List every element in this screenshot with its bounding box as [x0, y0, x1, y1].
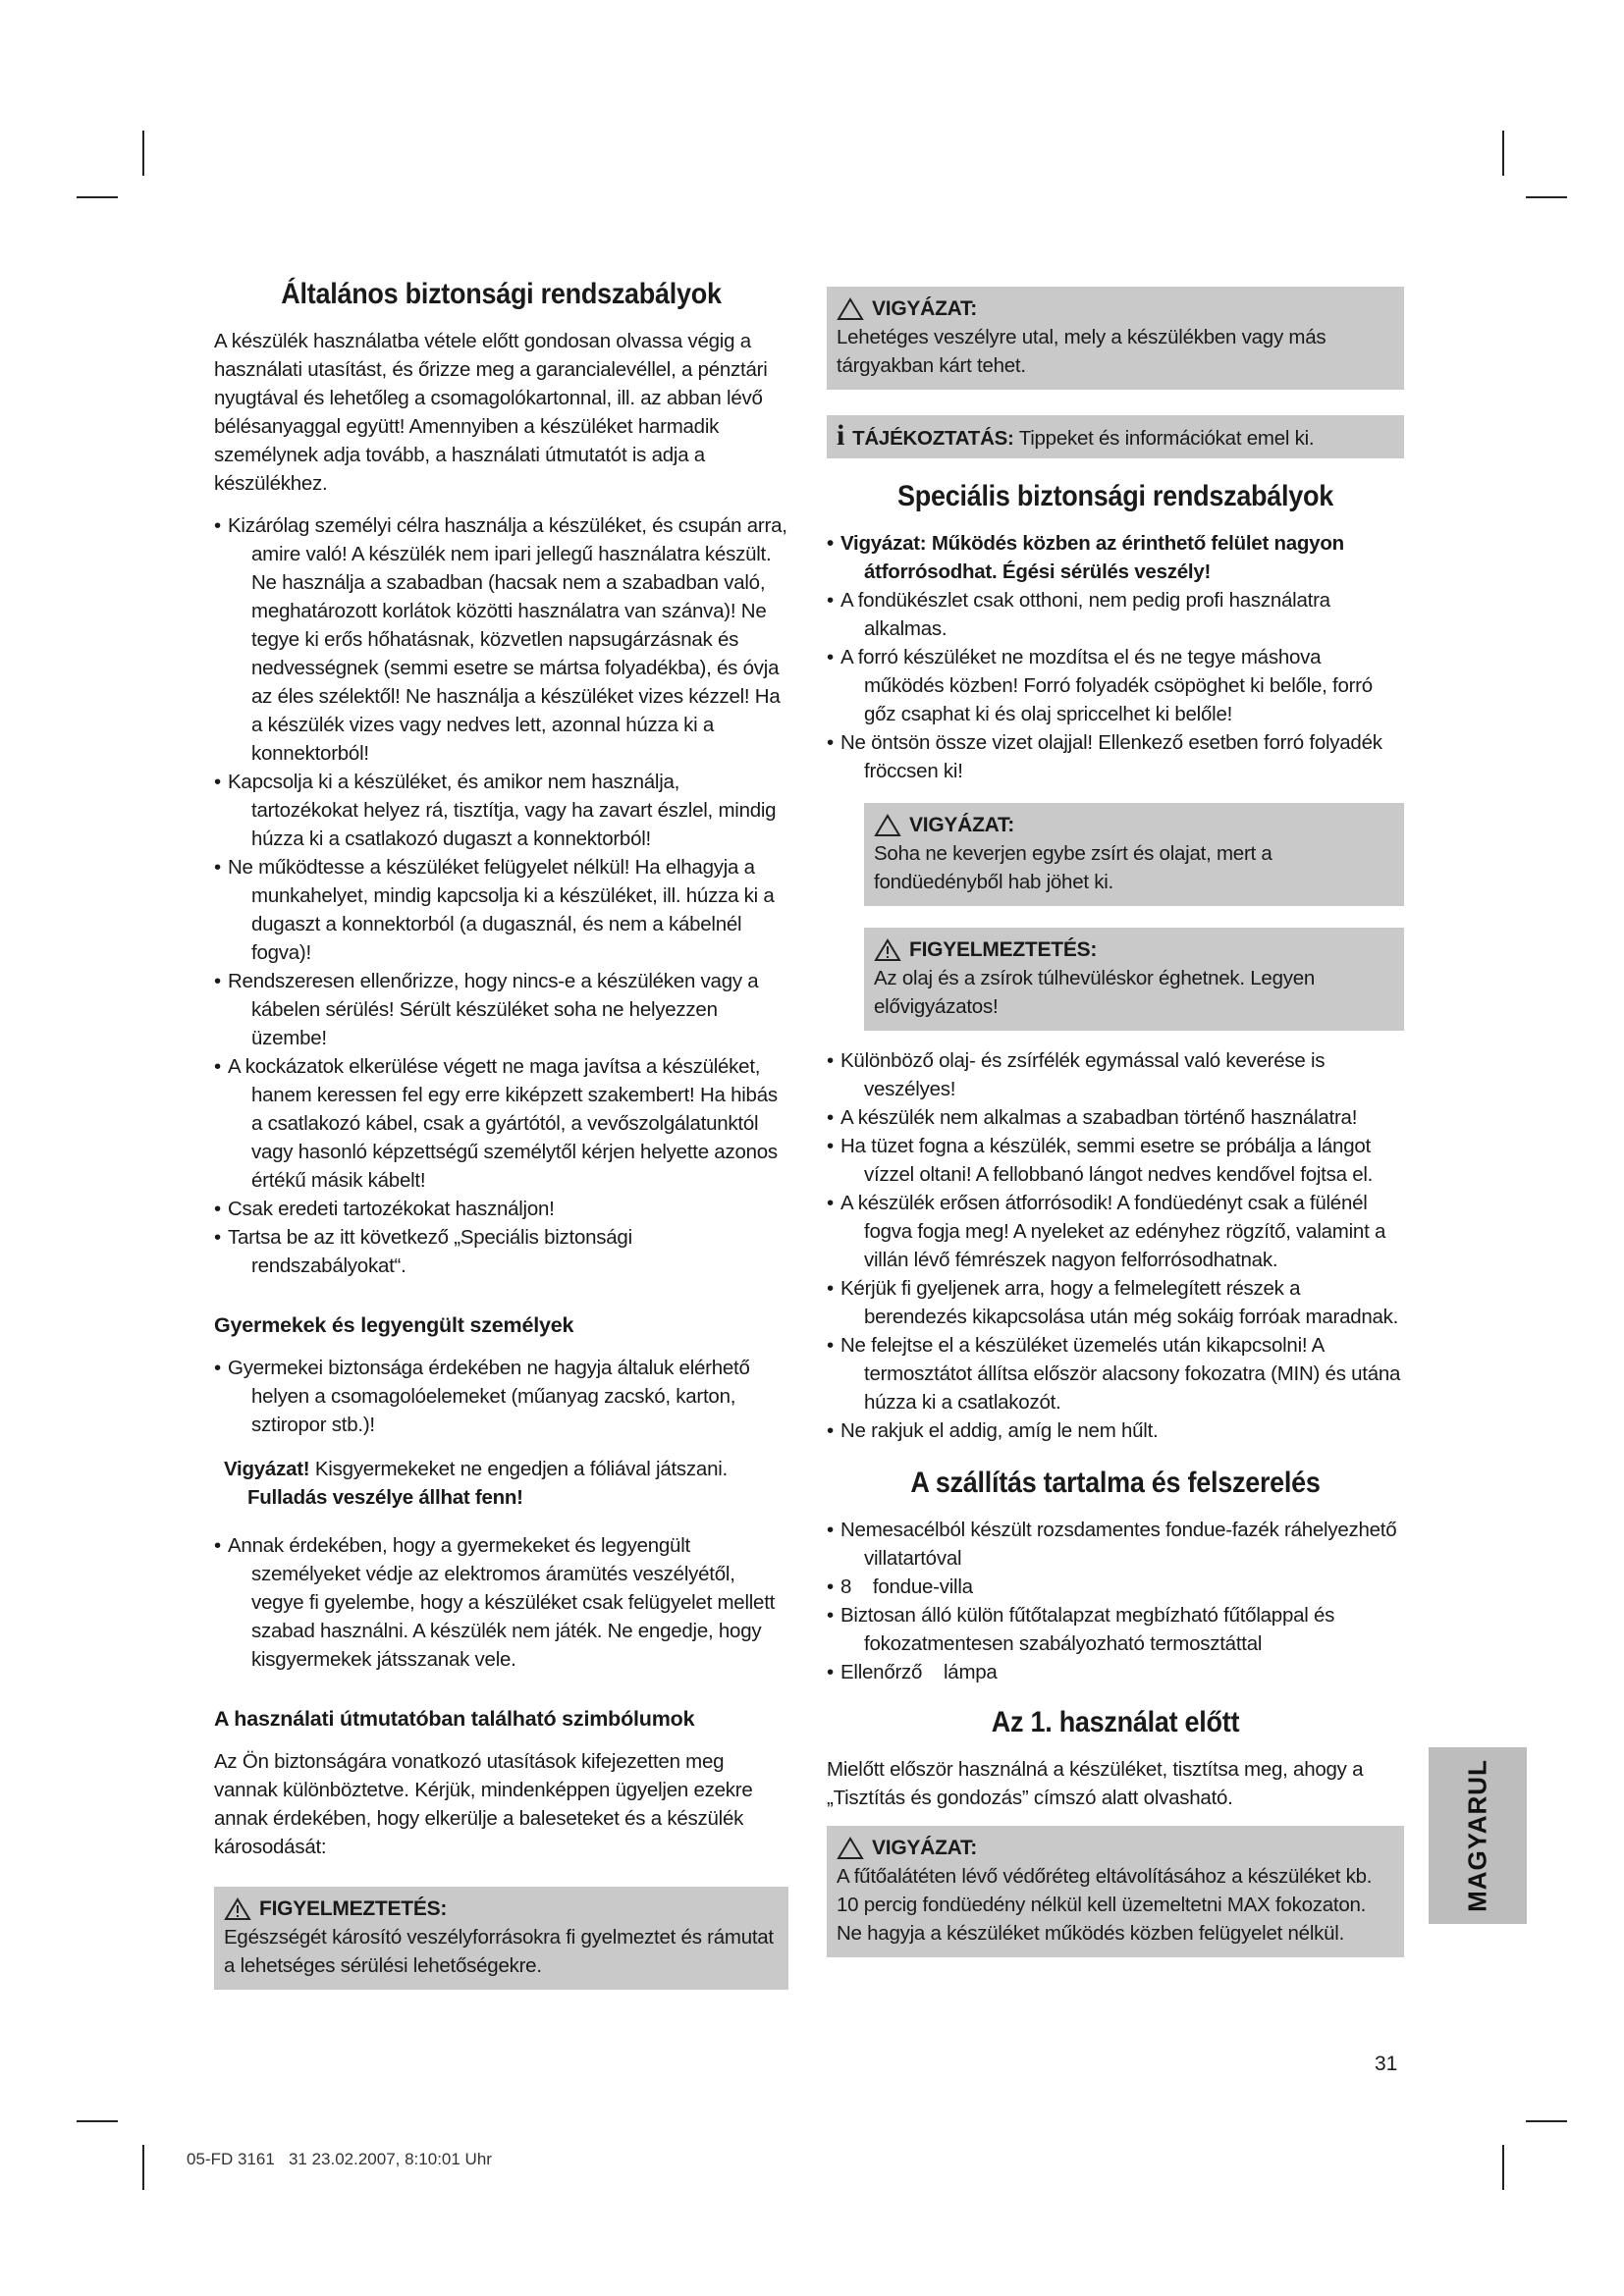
- list-item: • Annak érdekében, hogy a gyermekeket és legyengült személyeket védje az elektromos áramütés veszélyétől, vegye fi gyelembe, hogy a készüléket csak felügyelet mellett szabad használni. A készülék nem játék. Ne engedje, hogy kisgyermekek játsszanak vele.: [214, 1531, 788, 1674]
- list-item: • Kapcsolja ki a készüléket, és amikor nem használja, tartozékokat helyez rá, tisztítja, vagy ha zavart észlel, mindig húzza ki a csatlakozó dugaszt a konnektorból!: [214, 768, 788, 853]
- left-column: [214, 278, 788, 1990]
- list-item: • Csak eredeti tartozékokat használjon!: [214, 1195, 788, 1223]
- special-bullet-list: [827, 529, 1404, 785]
- language-tab: [1429, 1747, 1527, 1924]
- delivery-title: A szállítás tartalma és felszerelés: [910, 1467, 1321, 1499]
- caution-box-3-title: VIGYÁZAT:: [837, 1834, 1394, 1862]
- warning-triangle-icon: [874, 938, 901, 962]
- language-tab-label: MAGYARUL: [1462, 1759, 1492, 1912]
- list-item: • Különböző olaj- és zsírfélék egymással való keverése is veszélyes!: [827, 1046, 1404, 1103]
- list-item: • Ne felejtse el a készüléket üzemelés után kikapcsolni! A termosztátot állítsa először alacsony fokozatra (MIN) és utána húzza ki a csatlakozót.: [827, 1331, 1404, 1416]
- list-item: • Biztosan álló külön fűtőtalapzat megbízható fűtőlappal és fokozatmentesen szabályozható termosztáttal: [827, 1601, 1404, 1658]
- list-item: • Rendszeresen ellenőrizze, hogy nincs-e a készüléken vagy a kábelen sérülés! Sérült készüléket soha ne helyezzen üzembe!: [214, 967, 788, 1052]
- caution-box-3: [827, 1826, 1404, 1957]
- warning-box-text: Egészségét károsító veszélyforrásokra fi gyelmeztet és rámutat a lehetséges sérülési lehetőségekre.: [224, 1926, 774, 1977]
- symbols-heading: A használati útmutatóban található szimbólumok: [214, 1707, 695, 1731]
- list-item: • A forró készüléket ne mozdítsa el és ne tegye máshova működés közben! Forró folyadék csöpöghet ki belőle, forró gőz csaphat ki és olaj spriccelhet ki belőle!: [827, 643, 1404, 728]
- caution-box-2: [864, 803, 1404, 906]
- list-item: • Nemesacélból készült rozsdamentes fondue-fazék ráhelyezhető villatartóval: [827, 1516, 1404, 1573]
- general-intro: A készülék használatba vétele előtt gondosan olvassa végig a használati utasítást, és őrizze meg a garancialevéllel, a pénztári nyugtával és lehetőleg a csomagolókartonnal, ill. az abban lévő bélésanyaggal együtt! Amennyiben a készüléket harmadik személynek adja tovább, a használati útmutatót is adja a készülékhez.: [214, 330, 768, 495]
- info-text: Tippeket és információkat emel ki.: [1013, 427, 1315, 450]
- list-item: • 8 fondue-villa: [827, 1573, 1404, 1601]
- caution-box-2-text: Soha ne keverjen egybe zsírt és olajat, mert a fondüedényből hab jöhet ki.: [874, 842, 1272, 893]
- warning-box-2: [864, 928, 1404, 1031]
- special-bullet-list-2: [827, 1046, 1404, 1445]
- caution-triangle-icon: [837, 297, 864, 321]
- children-bullet-list: [214, 1354, 788, 1439]
- crop-mark: [1502, 2145, 1504, 2190]
- list-item: • A készülék erősen átforrósodik! A fondüedényt csak a fülénél fogva fogja meg! A nyeleket az edényhez rögzítő, valamint a villán lévő fémrészek nagyon felforrósodhatnak.: [827, 1189, 1404, 1274]
- warning-box-title: FIGYELMEZTETÉS:: [224, 1895, 779, 1923]
- children-warning: [224, 1455, 788, 1512]
- list-item: • Gyermekei biztonsága érdekében ne hagyja általuk elérhető helyen a csomagolóelemeket (műanyag zacskó, karton, sztiropor stb.)!: [214, 1354, 788, 1439]
- children-heading: Gyermekek és legyengült személyek: [214, 1313, 574, 1337]
- page-number: 31: [1375, 2053, 1398, 2075]
- list-item: • A fondükészlet csak otthoni, nem pedig profi használatra alkalmas.: [827, 586, 1404, 643]
- general-bullet-list: [214, 511, 788, 1280]
- caution-box-3-text: A fűtőalátéten lévő védőréteg eltávolításához a készüléket kb. 10 percig fondüedény nélkül kell üzemeltetni MAX fokozaton. Ne hagyja a készüléket működés közben felügyelet nélkül.: [837, 1865, 1373, 1945]
- delivery-bullet-list: [827, 1516, 1404, 1686]
- first-use-title: Az 1. használat előtt: [991, 1706, 1240, 1738]
- crop-mark: [77, 2120, 118, 2122]
- right-column: [827, 287, 1404, 1957]
- warning-box: [214, 1887, 788, 1990]
- caution-triangle-icon: [837, 1837, 864, 1860]
- list-item: • Ha tüzet fogna a készülék, semmi esetre se próbálja a lángot vízzel oltani! A fellobbanó lángot nedves kendővel fojtsa el.: [827, 1132, 1404, 1189]
- list-item: • Vigyázat: Működés közben az érinthető felület nagyon átforrósodhat. Égési sérülés veszély!: [827, 529, 1404, 586]
- list-item: • A kockázatok elkerülése végett ne maga javítsa a készüléket, hanem keressen fel egy erre kiképzett szakembert! Ha hibás a csatlakozó kábel, csak a gyártótól, a vevőszolgálatunktól vagy hasonló képzettségű személytől kérjen helyette azonos értékű másik kábelt!: [214, 1052, 788, 1195]
- warning-triangle-icon: [224, 1897, 251, 1921]
- list-item: • Ne működtesse a készüléket felügyelet nélkül! Ha elhagyja a munkahelyet, mindig kapcsolja ki a készüléket, ill. húzza ki a dugaszt a konnektorból (a dugasznál, és nem a kábelnél fogva)!: [214, 853, 788, 967]
- crop-mark: [1526, 196, 1567, 198]
- list-item: • A készülék nem alkalmas a szabadban történő használatra!: [827, 1103, 1404, 1132]
- crop-mark: [142, 131, 144, 176]
- caution-box-title: VIGYÁZAT:: [837, 294, 1394, 323]
- list-item: • Kizárólag személyi célra használja a készüléket, és csupán arra, amire való! A készülék nem ipari jellegű használatra készült. Ne használja a szabadban (hacsak nem a szabadban való, meghatározott korlátok közötti használatra van szánva)! Ne tegye ki erős hőhatásnak, közvetlen napsugárzásnak és nedvességnek (semmi esetre se mártsa folyadékba), és óvja az éles szélektől! Ne használja a készüléket vizes kézzel! Ha a készülék vizes vagy nedves lett, azonnal húzza ki a konnektorból!: [214, 511, 788, 768]
- list-item: • Ne rakjuk el addig, amíg le nem hűlt.: [827, 1416, 1404, 1445]
- children-warning-lead: Vigyázat!: [224, 1458, 310, 1480]
- children-warning-bold: Fulladás veszélye állhat fenn!: [247, 1486, 523, 1509]
- special-safety-title: Speciális biztonsági rendszabályok: [897, 480, 1333, 512]
- info-icon: i: [837, 419, 845, 452]
- crop-mark: [1502, 131, 1504, 176]
- crop-mark: [1526, 2120, 1567, 2122]
- symbols-intro: Az Ön biztonságára vonatkozó utasítások kifejezetten meg vannak különböztetve. Kérjük, mindenképpen ügyeljen ezekre annak érdekében, hogy elkerülje a baleseteket és a készülék károsodását:: [214, 1750, 753, 1858]
- first-use-text: Mielőtt először használná a készüléket, tisztítsa meg, ahogy a „Tisztítás és gondozás” címszó alatt olvasható.: [827, 1758, 1364, 1809]
- list-item: • Ellenőrző lámpa: [827, 1658, 1404, 1686]
- crop-mark: [142, 2145, 144, 2190]
- caution-triangle-icon: [874, 814, 901, 837]
- general-safety-title: Általános biztonsági rendszabályok: [281, 278, 722, 310]
- children-warning-text: Kisgyermekeket ne engedjen a fóliával játszani.: [309, 1458, 728, 1480]
- list-item: • Tartsa be az itt következő „Speciális biztonsági rendszabályokat“.: [214, 1223, 788, 1280]
- warning-box-2-text: Az olaj és a zsírok túlhevüléskor éghetnek. Legyen elővigyázatos!: [874, 967, 1316, 1018]
- children-bullet-list-2: [214, 1531, 788, 1674]
- caution-box-text: Lehetéges veszélyre utal, mely a készülékben vagy más tárgyakban kárt tehet.: [837, 326, 1326, 377]
- info-box: [827, 415, 1404, 458]
- warning-box-2-title: FIGYELMEZTETÉS:: [874, 935, 1394, 964]
- crop-mark: [77, 196, 118, 198]
- print-footer: 05-FD 3161 31 23.02.2007, 8:10:01 Uhr: [187, 2150, 492, 2168]
- list-item: • Kérjük fi gyeljenek arra, hogy a felmelegített részek a berendezés kikapcsolása után még sokáig forróak maradnak.: [827, 1274, 1404, 1331]
- caution-box-2-title: VIGYÁZAT:: [874, 811, 1394, 839]
- list-item: • Ne öntsön össze vizet olajjal! Ellenkező esetben forró folyadék fröccsen ki!: [827, 728, 1404, 785]
- caution-box: [827, 287, 1404, 390]
- info-label: TÁJÉKOZTATÁS:: [852, 427, 1014, 450]
